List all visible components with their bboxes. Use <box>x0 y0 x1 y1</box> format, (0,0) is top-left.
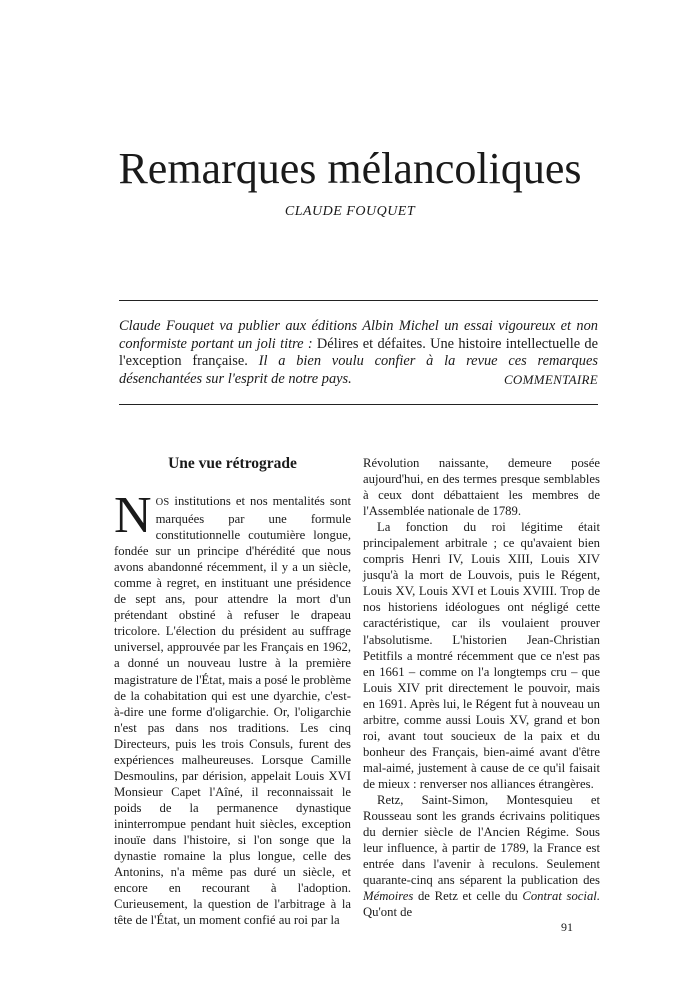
top-divider <box>119 300 598 301</box>
right-p3-italic-memoires: Mémoires <box>363 889 414 904</box>
right-paragraph-3 <box>363 792 600 920</box>
bottom-divider <box>119 404 598 405</box>
left-paragraph-text: institutions et nos mentalités sont marquées par une formule constitutionnelle coutumière longue, fondée sur un principe d'hérédité que nous avons abandonné récemment, il y a un siècle, comme à regret, en instituant une présidence de sept ans, pour attendre la mort d'un prétendant obstiné à refuser le drapeau tricolore. L'élection du président au suffrage universel, approuvée par les Français en 1962, a donné un nouveau lustre à la première magistrature de l'État, mais a posé le problème de la cohabitation qui est une dyarchie, c'est-à-dire une forme d'oligarchie. Or, l'oligarchie n'est pas dans nos traditions. Les cinq Directeurs, puis les trois Consuls, furent des expériences malheureuses. Lorsque Camille Desmoulins, par dérision, appelait Louis XVI Monsieur Capet l'Aîné, il reconnaissait le poids de la permanence dynastique ininterrompue pendant huit siècles, exception inouïe dans l'histoire, si l'on songe que la dynastie romaine la plus longue, celle des Antonins, n'a même pas duré un siècle, et encore en recourant à l'adoption. Curieusement, la question de l'arbitrage à la tête de l'État, un moment confié au roi par la <box>114 494 351 928</box>
small-caps-opening: OS <box>155 497 170 508</box>
right-p3-text-c: de Retz et celle du <box>413 889 523 904</box>
page-number: 91 <box>561 920 573 934</box>
intro-roman: Délires et défaites. Une histoire intellectuelle de l'exception française. <box>119 335 598 369</box>
intro-italic-2: Il a bien voulu confier à la revue ces remarques désenchantées sur l'esprit de notre pays. <box>119 353 598 387</box>
rubric-label: COMMENTAIRE <box>503 372 598 387</box>
drop-cap: N <box>114 487 152 544</box>
author-name: CLAUDE FOUQUET <box>284 204 416 219</box>
article-title: Remarques mélancoliques <box>118 144 582 193</box>
section-title: Une vue rétrograde <box>168 455 297 472</box>
right-p3-italic-contrat: Contrat social. <box>522 889 600 904</box>
left-paragraph <box>114 487 351 928</box>
left-column <box>114 455 351 928</box>
right-p3-text-a: Retz, Saint-Simon, Montesquieu et Rousseau sont les grands écrivains politiques du dernier siècle de l'Ancien Régime. Sous leur influence, à partir de 1789, la France est entrée dans l'avenir à reculons. Seulement quarante-cinq ans séparent la publication des <box>363 792 600 888</box>
right-p3-text-e: Qu'ont de <box>363 905 413 920</box>
right-column <box>363 455 600 920</box>
right-paragraph-1: Révolution naissante, demeure posée aujourd'hui, en des termes presque semblables à ceux dont débattaient les membres de l'Assemblée nationale de 1789. <box>363 456 600 519</box>
intro-italic-1: Claude Fouquet va publier aux éditions Albin Michel un essai vigoureux et non conformiste portant un joli titre : <box>119 318 598 352</box>
right-paragraph-2: La fonction du roi légitime était principalement arbitrale ; ce qu'avaient bien compris Henri IV, Louis XIII, Louis XIV jusqu'à la mort de Louvois, puis le Régent, Louis XV, Louis XVI et Louis XVIII. Trop de nos historiens idéologues ont négligé cette caractéristique, car ils voulaient prouver l'absolutisme. L'historien Jean-Christian Petitfils a montré récemment que ce n'est pas en 1661 – comme on l'a longtemps cru – que Louis XIV prit directement le pouvoir, mais en 1691. Après lui, le Régent fut à nouveau un arbitre, comme aussi Louis XV, grand et bon roi, avant tout soucieux de la paix et du bonheur des Français, bien-aimé avant d'être mal-aimé, justement à cause de ce qu'il faisait de mieux : renverser nos alliances étrangères. <box>363 520 600 791</box>
